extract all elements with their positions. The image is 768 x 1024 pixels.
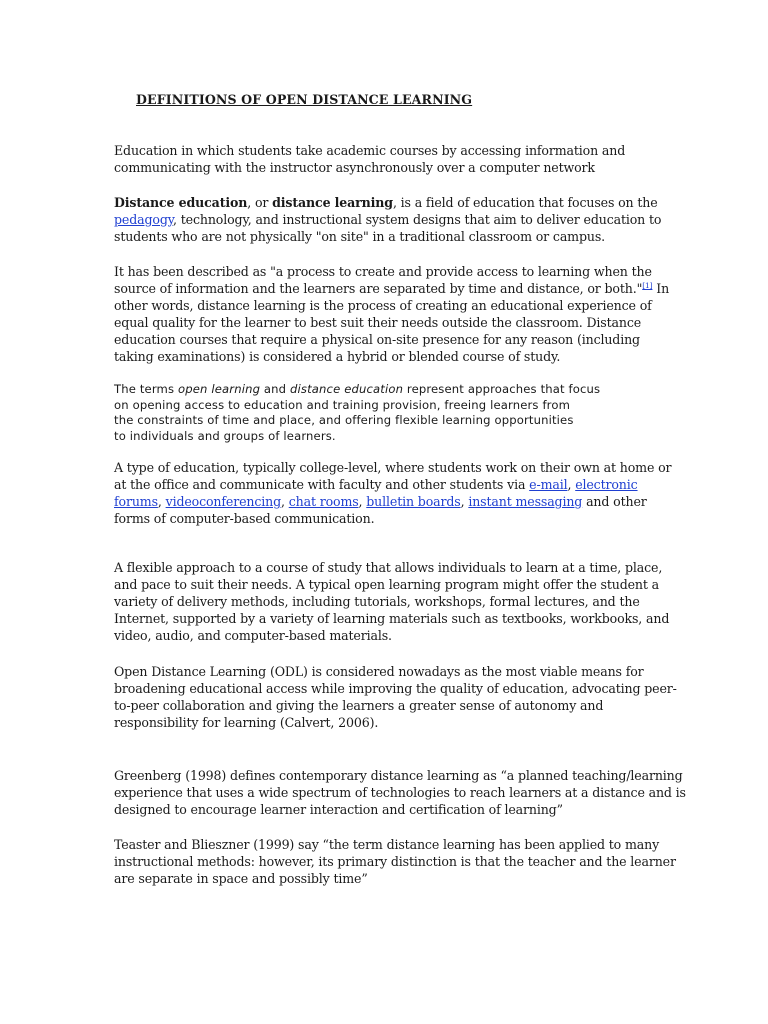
text-fragment: , is a field of education that focuses on the xyxy=(392,195,658,210)
text-line: Greenberg (1998) defines contemporary distance learning as “a planned teaching/learning xyxy=(114,768,683,783)
text-line: responsibility for learning (Calvert, 2006). xyxy=(114,715,379,730)
paragraph-odl xyxy=(114,663,677,731)
text-fragment: , xyxy=(567,477,576,492)
text-line: to individuals and groups of learners. xyxy=(114,428,336,443)
link-email[interactable]: e-mail xyxy=(529,477,568,492)
link-electronic-forums[interactable]: electronic xyxy=(575,477,638,492)
text-line: Education in which students take academic courses by accessing information and xyxy=(114,143,626,158)
text-line xyxy=(114,476,659,493)
text-line xyxy=(114,211,662,228)
text-line: Teaster and Blieszner (1999) say “the term distance learning has been applied to many xyxy=(114,837,660,852)
text-fragment: In xyxy=(652,281,670,296)
text-line: Open Distance Learning (ODL) is considered nowadays as the most viable means for xyxy=(114,664,644,679)
text-line: A type of education, typically college-level, where students work on their own at home or xyxy=(114,460,672,475)
text-fragment: , technology, and instructional system designs that aim to deliver education to xyxy=(173,212,662,227)
paragraph-description xyxy=(114,263,670,365)
text-line: variety of delivery methods, including tutorials, workshops, formal lectures, and the xyxy=(114,594,640,609)
link-pedagogy[interactable]: pedagogy xyxy=(114,212,174,227)
paragraph-college-level xyxy=(114,459,672,527)
text-line: experience that uses a wide spectrum of technologies to reach learners at a distance and is xyxy=(114,785,686,800)
text-line: equal quality for the learner to best suit their needs outside the classroom. Distance xyxy=(114,315,642,330)
link-bulletin-boards[interactable]: bulletin boards xyxy=(366,494,461,509)
text-line: video, audio, and computer-based materials. xyxy=(114,628,392,643)
link-electronic-forums-cont[interactable]: forums xyxy=(114,494,158,509)
bold-term-distance-learning: distance learning xyxy=(272,195,393,210)
paragraph-definition-1 xyxy=(114,142,659,176)
text-fragment: source of information and the learners are separated by time and distance, or both." xyxy=(114,281,643,296)
paragraph-greenberg xyxy=(114,767,686,818)
link-chat-rooms[interactable]: chat rooms xyxy=(288,494,359,509)
paragraph-open-learning-terms xyxy=(114,382,659,444)
text-line xyxy=(114,493,659,510)
text-line: the constraints of time and place, and offering flexible learning opportunities xyxy=(114,413,574,427)
text-line: forms of computer-based communication. xyxy=(114,511,375,526)
text-line: education courses that require a physical on-site presence for any reason (including xyxy=(114,332,640,347)
link-videoconferencing[interactable]: videoconferencing xyxy=(165,494,281,509)
italic-term-open-learning: open learning xyxy=(178,382,261,396)
text-line: It has been described as "a process to create and provide access to learning when the xyxy=(114,264,652,279)
paragraph-distance-education xyxy=(114,194,662,245)
text-fragment: represent approaches that focus xyxy=(403,382,601,396)
text-line: are separate in space and possibly time” xyxy=(114,871,368,886)
reference-link-1[interactable]: [1] xyxy=(642,281,653,290)
text-line: taking examinations) is considered a hybrid or blended course of study. xyxy=(114,349,561,364)
text-fragment: , xyxy=(358,494,367,509)
text-fragment: The terms xyxy=(114,382,179,396)
page-title: DEFINITIONS OF OPEN DISTANCE LEARNING xyxy=(136,92,473,107)
link-instant-messaging[interactable]: instant messaging xyxy=(468,494,583,509)
text-line: and pace to suit their needs. A typical open learning program might offer the student a xyxy=(114,577,659,592)
text-line: other words, distance learning is the process of creating an educational experience of xyxy=(114,298,652,313)
text-fragment: , xyxy=(460,494,469,509)
text-fragment: , or xyxy=(247,195,273,210)
text-line: broadening educational access while improving the quality of education, advocating peer- xyxy=(114,681,677,696)
text-fragment: at the office and communicate with faculty and other students via xyxy=(114,477,530,492)
paragraph-teaster-blieszner xyxy=(114,836,676,887)
italic-term-distance-education: distance education xyxy=(290,382,404,396)
text-fragment: , xyxy=(281,494,289,509)
bold-term-distance-education: Distance education xyxy=(114,195,248,210)
text-line: A flexible approach to a course of study that allows individuals to learn at a time, place, xyxy=(114,560,663,575)
text-line xyxy=(114,382,659,398)
text-line: designed to encourage learner interaction and certification of learning” xyxy=(114,802,563,817)
text-line xyxy=(114,194,659,211)
text-line: students who are not physically "on site" in a traditional classroom or campus. xyxy=(114,229,606,244)
paragraph-flexible-approach xyxy=(114,559,670,644)
text-fragment: and xyxy=(260,382,291,396)
text-line xyxy=(114,280,670,297)
text-line: Internet, supported by a variety of learning materials such as textbooks, workbooks, and xyxy=(114,611,670,626)
text-fragment: , xyxy=(157,494,166,509)
text-line: instructional methods: however, its primary distinction is that the teacher and the learner xyxy=(114,854,676,869)
text-line: communicating with the instructor asynchronously over a computer network xyxy=(114,160,595,175)
text-line: to-peer collaboration and giving the learners a greater sense of autonomy and xyxy=(114,698,604,713)
text-line: on opening access to education and training provision, freeing learners from xyxy=(114,397,571,412)
text-fragment: and other xyxy=(582,494,647,509)
